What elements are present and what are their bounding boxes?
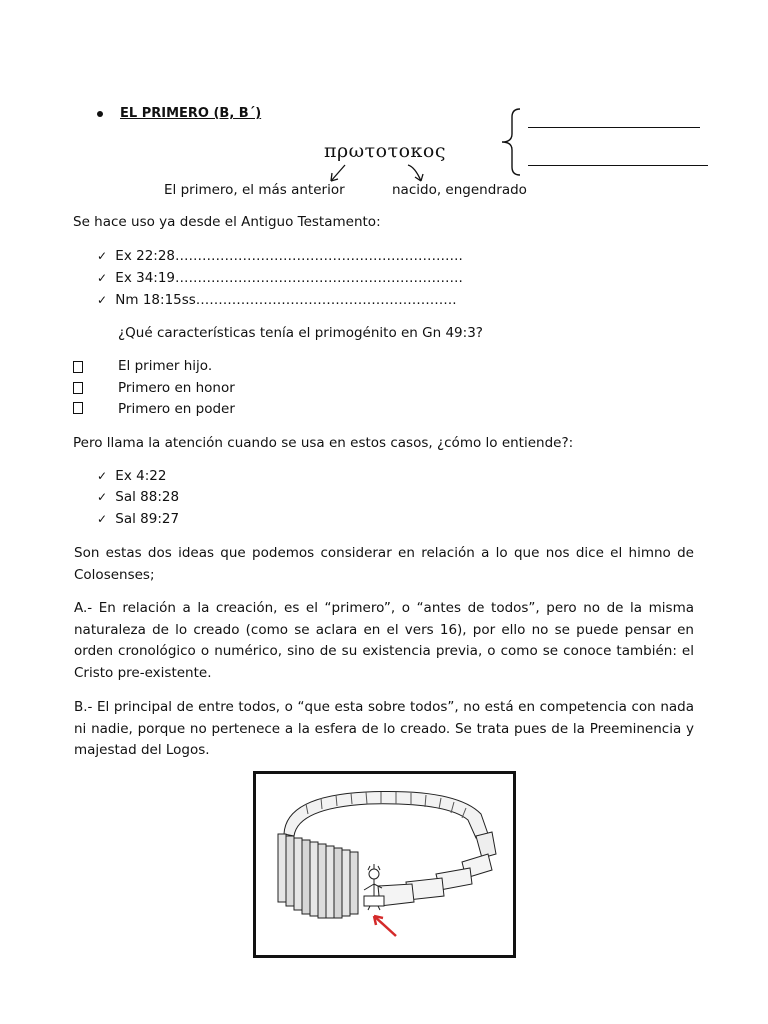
list-item: Primero en poder <box>118 401 235 417</box>
list-item: ✓ Nm 18:15ss…………………………………………………. <box>97 290 457 312</box>
list-item: ✓ Ex 34:19………………………………………………………. <box>97 268 463 290</box>
list-item: Primero en honor <box>118 380 235 396</box>
check-icon: ✓ <box>97 293 108 307</box>
check-icon: ✓ <box>97 490 108 504</box>
intro-text: Se hace uso ya desde el Antiguo Testamento: <box>73 214 381 230</box>
blank-line-1 <box>528 127 700 128</box>
meaning-left: El primero, el más anterior <box>164 182 345 198</box>
list-item: El primer hijo. <box>118 358 213 374</box>
check-icon: ✓ <box>97 249 108 263</box>
checkbox-icon <box>73 361 83 373</box>
check-icon: ✓ <box>97 271 108 285</box>
question-text: ¿Qué características tenía el primogénito en Gn 49:3? <box>118 325 483 341</box>
bullet-dot <box>97 111 103 117</box>
list-item: ✓ Sal 89:27 <box>97 509 179 531</box>
checkbox-icon <box>73 402 83 414</box>
list-item: ✓ Sal 88:28 <box>97 487 179 509</box>
check-icon: ✓ <box>97 469 108 483</box>
curly-brace-icon <box>494 106 526 178</box>
list-item: ✓ Ex 4:22 <box>97 466 166 488</box>
section-title: EL PRIMERO (B, B´) <box>120 106 262 121</box>
list-item: ✓ Ex 22:28………………………………………………………. <box>97 246 463 268</box>
paragraph-ideas: Son estas dos ideas que podemos considerar en relación a lo que nos dice el himno de Colosenses; <box>74 545 694 583</box>
checkbox-icon <box>73 382 83 394</box>
domino-illustration <box>253 771 516 958</box>
domino-drawing <box>256 774 513 955</box>
paragraph-a: A.- En relación a la creación, es el “primero”, o “antes de todos”, pero no de la misma naturaleza de lo creado (como se aclara en el vers 16), por ello no se puede pensar en orden cronológico o numérico, sino de su existencia previa, o como se conoce también: el Cristo pre-existente. <box>74 600 694 681</box>
paragraph-b: B.- El principal de entre todos, o “que esta sobre todos”, no está en competencia con nada ni nadie, porque no pertenece a la esfera de lo creado. Se trata pues de la Preeminencia y majestad del Logos. <box>74 699 694 758</box>
check-icon: ✓ <box>97 512 108 526</box>
greek-word: πρωτοτοκος <box>324 140 447 162</box>
meaning-right: nacido, engendrado <box>392 182 527 198</box>
blank-line-2 <box>528 165 708 166</box>
attention-text: Pero llama la atención cuando se usa en estos casos, ¿cómo lo entiende?: <box>73 435 574 451</box>
